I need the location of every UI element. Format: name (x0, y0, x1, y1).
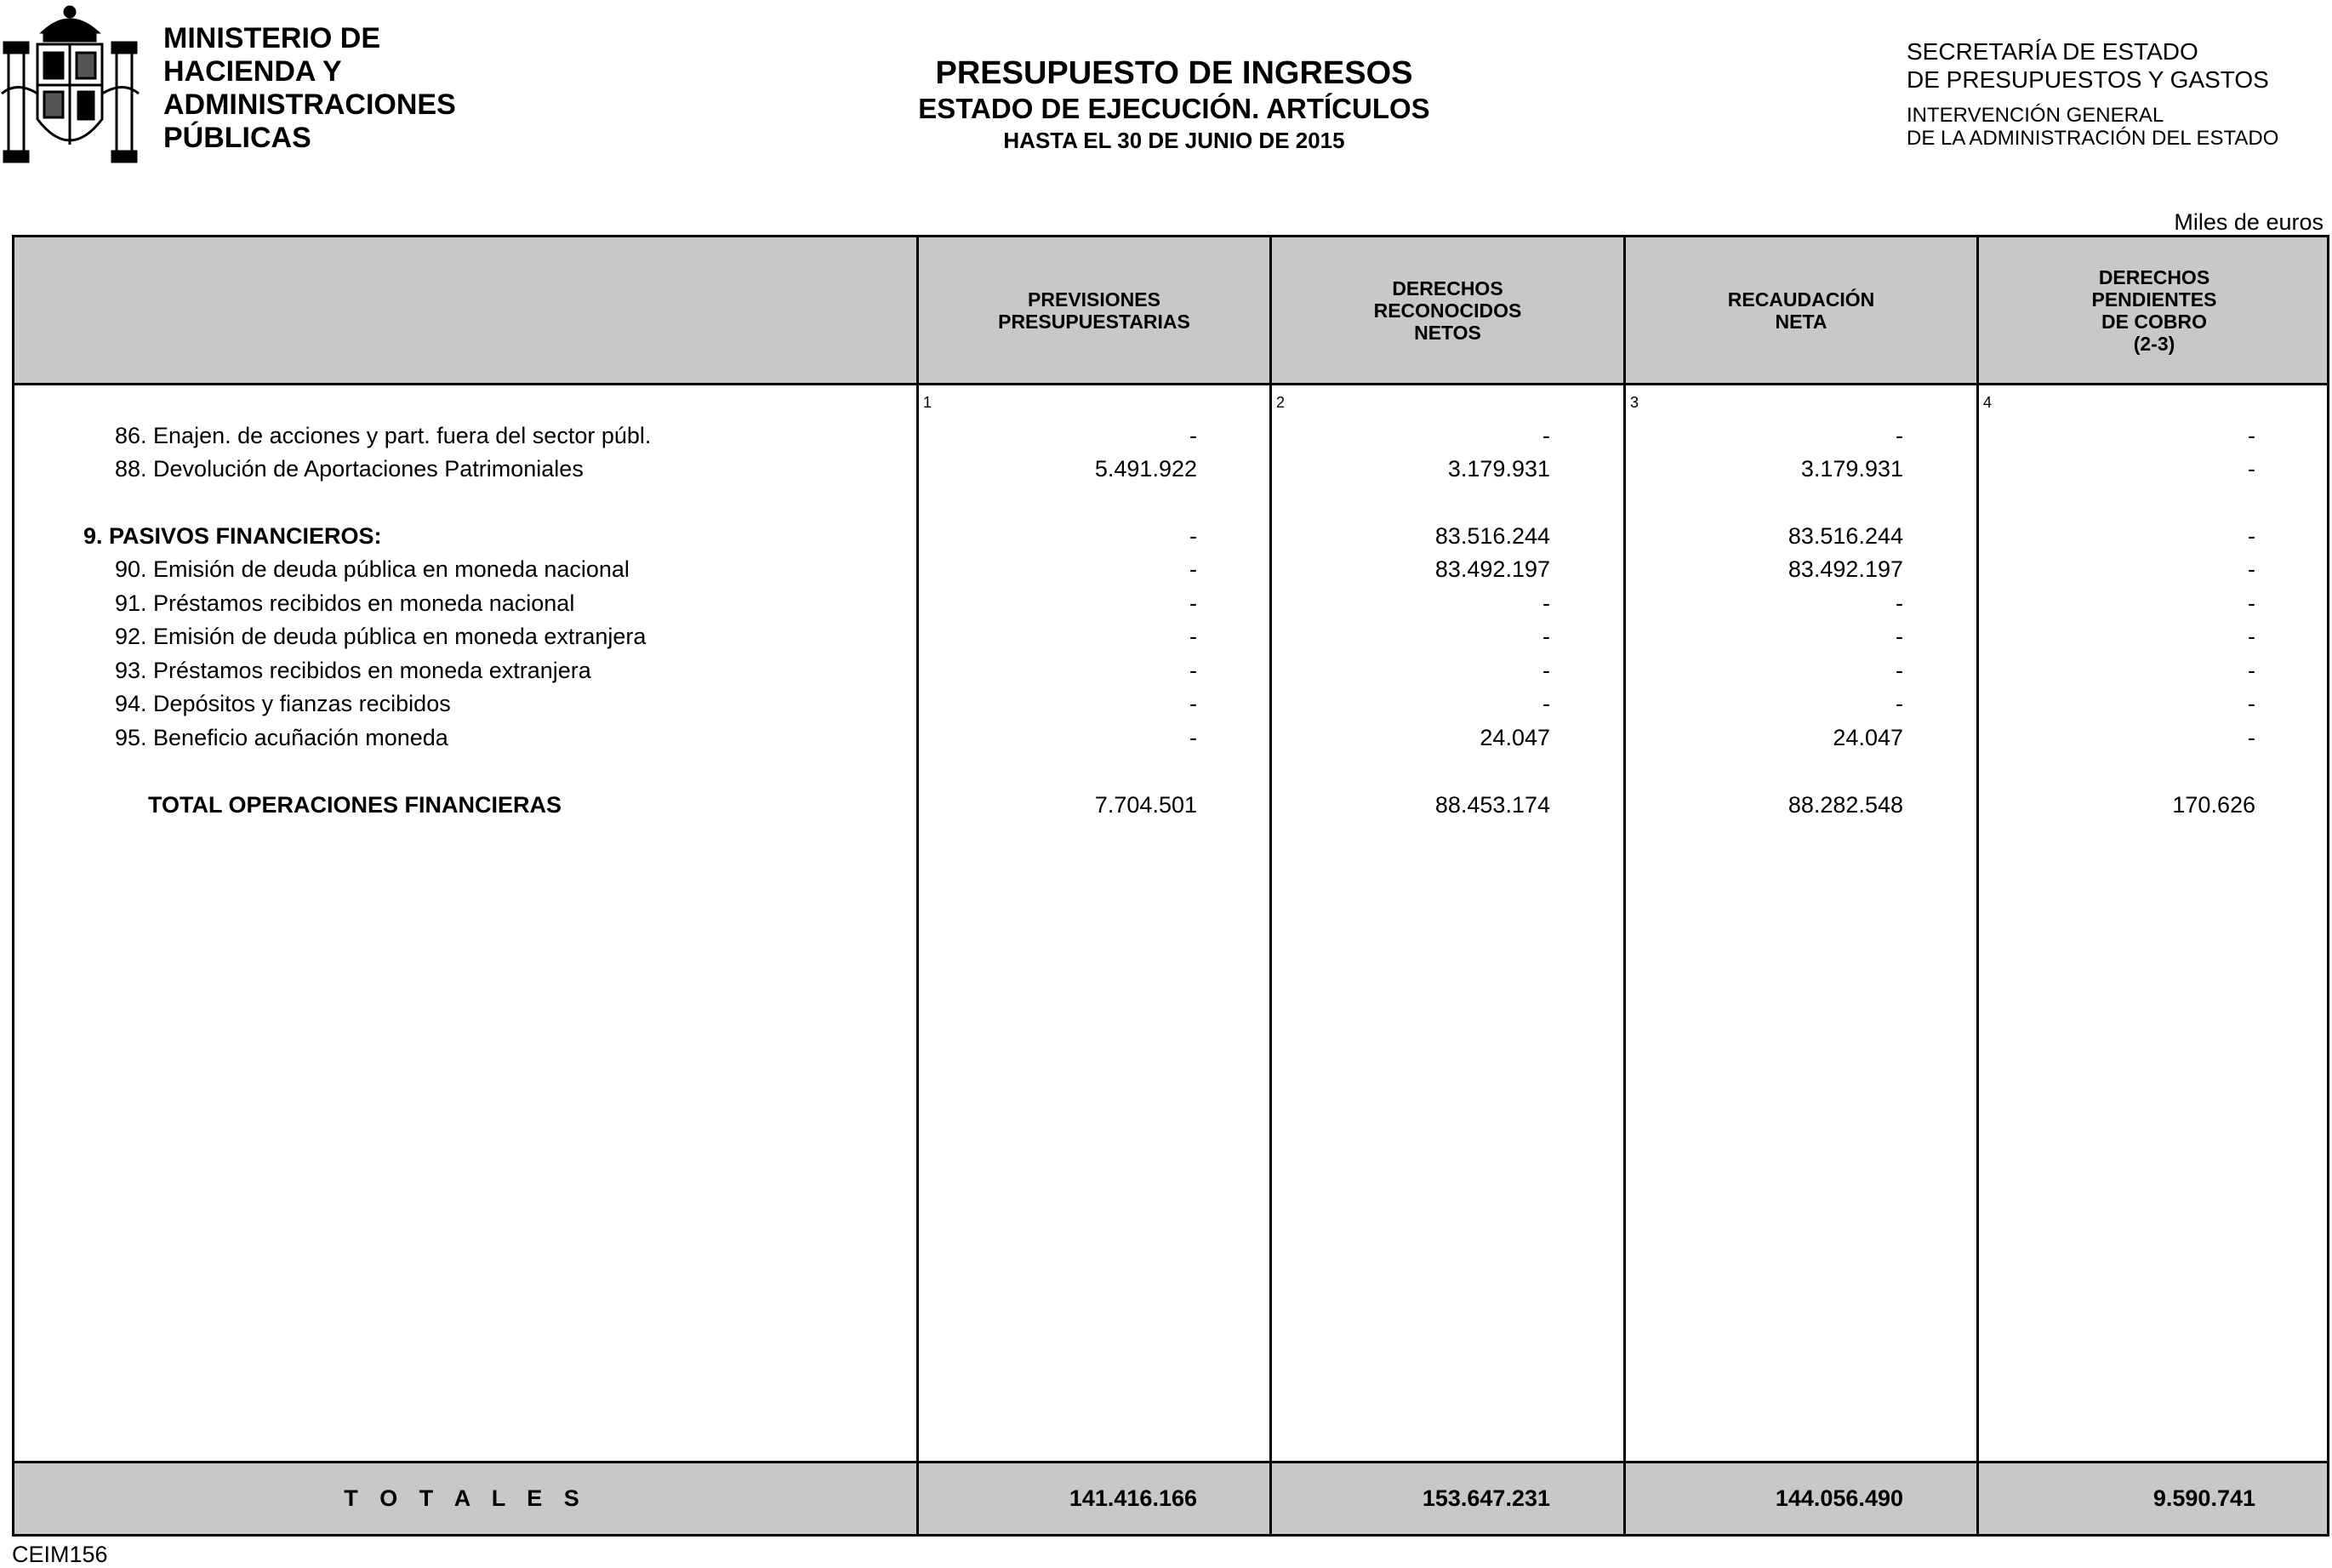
row-cell: 83.492.197 (1434, 556, 1550, 582)
intervention-line: INTERVENCIÓN GENERAL (1907, 104, 2164, 127)
coat-of-arms-icon (0, 0, 140, 170)
row-label: 91. Préstamos recibidos en moneda nacional (115, 590, 575, 616)
column-header-line: PREVISIONES (1028, 288, 1160, 311)
report-title: PRESUPUESTO DE INGRESOS (935, 55, 1413, 91)
budget-table (12, 235, 2329, 1537)
totals-cell: 153.647.231 (1422, 1485, 1550, 1511)
row-cell: - (1189, 725, 1197, 750)
secretariat-block (1907, 37, 2278, 150)
document-code: CEIM156 (12, 1542, 108, 1567)
row-cell: - (1542, 423, 1550, 448)
ministry-line: MINISTERIO DE (163, 22, 381, 54)
ministry-line: HACIENDA Y (163, 55, 342, 88)
row-cell: - (1542, 624, 1550, 649)
totals-cell: 141.416.166 (1069, 1485, 1197, 1511)
row-cell: - (2248, 523, 2255, 549)
row-cell: - (1189, 556, 1197, 582)
row-label: 93. Préstamos recibidos en moneda extranjera (115, 658, 591, 683)
row-cell: - (1189, 624, 1197, 649)
column-header-pendientes (1979, 237, 2329, 383)
row-cell: 83.516.244 (1787, 523, 1903, 549)
row-label: 88. Devolución de Aportaciones Patrimoniales (115, 456, 584, 482)
column-header-line: (2-3) (2133, 332, 2175, 355)
report-period: HASTA EL 30 DE JUNIO DE 2015 (1003, 128, 1345, 153)
row-cell: 170.626 (2172, 792, 2255, 818)
column-number: 3 (1630, 394, 1639, 411)
row-cell: - (1189, 523, 1197, 549)
column-header-line: DE COBRO (2101, 310, 2207, 333)
column-header-line: PRESUPUESTARIAS (998, 310, 1190, 333)
totals-label: T O T A L E S (344, 1485, 587, 1511)
ministry-name (163, 22, 456, 155)
column-number: 1 (923, 394, 932, 411)
column-header-recaudacion (1626, 237, 1976, 383)
ministry-line: PÚBLICAS (163, 122, 311, 154)
row-cell: - (1896, 423, 1903, 448)
column-header-line: NETOS (1414, 321, 1481, 344)
column-header-previsiones (919, 237, 1269, 383)
secretariat-line: SECRETARÍA DE ESTADO (1907, 38, 2198, 65)
row-cell: 5.491.922 (1094, 456, 1197, 482)
report-titles (749, 54, 1599, 155)
row-label: 92. Emisión de deuda pública en moneda extranjera (115, 624, 647, 649)
row-cell: 3.179.931 (1447, 456, 1550, 482)
row-cell: 88.453.174 (1434, 792, 1550, 818)
row-cell: - (2248, 624, 2255, 649)
row-cell: 24.047 (1480, 725, 1550, 750)
column-header-line: NETA (1775, 310, 1827, 333)
column-header-line: DERECHOS (2098, 265, 2210, 288)
row-cell: - (1542, 658, 1550, 683)
row-cell: - (1896, 590, 1903, 616)
row-label: 90. Emisión de deuda pública en moneda nacional (115, 556, 630, 582)
row-cell: - (2248, 456, 2255, 482)
row-cell: - (1189, 658, 1197, 683)
column-number: 2 (1276, 394, 1286, 411)
row-cell: - (2248, 725, 2255, 750)
row-cell: 83.492.197 (1787, 556, 1903, 582)
row-cell: - (2248, 590, 2255, 616)
row-cell: 24.047 (1833, 725, 1903, 750)
column-header-derechos-reconocidos (1272, 237, 1623, 383)
report-subtitle: ESTADO DE EJECUCIÓN. ARTÍCULOS (918, 93, 1430, 124)
row-cell: - (1542, 590, 1550, 616)
row-cell: - (2248, 658, 2255, 683)
column-header-line: DERECHOS (1392, 277, 1503, 299)
column-header-line: RECONOCIDOS (1373, 299, 1522, 322)
row-cell: 83.516.244 (1434, 523, 1550, 549)
column-header-line: RECAUDACIÓN (1727, 288, 1875, 311)
row-label: 95. Beneficio acuñación moneda (115, 725, 448, 750)
secretariat-line: DE PRESUPUESTOS Y GASTOS (1907, 66, 2269, 93)
intervention-line: DE LA ADMINISTRACIÓN DEL ESTADO (1907, 127, 2279, 150)
row-cell: - (1896, 691, 1903, 716)
row-cell: 88.282.548 (1787, 792, 1903, 818)
totals-cell: 144.056.490 (1775, 1485, 1903, 1511)
row-cell: - (2248, 423, 2255, 448)
row-cell: - (1542, 691, 1550, 716)
row-cell: 3.179.931 (1800, 456, 1903, 482)
row-cell: - (1896, 624, 1903, 649)
row-cell: - (1896, 658, 1903, 683)
row-cell: - (2248, 556, 2255, 582)
column-number: 4 (1983, 394, 1993, 411)
row-label: 94. Depósitos y fianzas recibidos (115, 691, 451, 716)
row-cell: - (1189, 691, 1197, 716)
row-label: 86. Enajen. de acciones y part. fuera del sector públ. (115, 423, 652, 448)
column-header-line: PENDIENTES (2091, 288, 2217, 311)
row-label: 9. PASIVOS FINANCIEROS: (83, 523, 382, 549)
row-cell: 7.704.501 (1094, 792, 1197, 818)
row-cell: - (2248, 691, 2255, 716)
units-label: Miles de euros (2174, 209, 2323, 235)
ministry-line: ADMINISTRACIONES (163, 88, 456, 121)
totals-cell: 9.590.741 (2152, 1485, 2255, 1511)
row-label: TOTAL OPERACIONES FINANCIERAS (148, 792, 562, 818)
row-cell: - (1189, 423, 1197, 448)
row-cell: - (1189, 590, 1197, 616)
